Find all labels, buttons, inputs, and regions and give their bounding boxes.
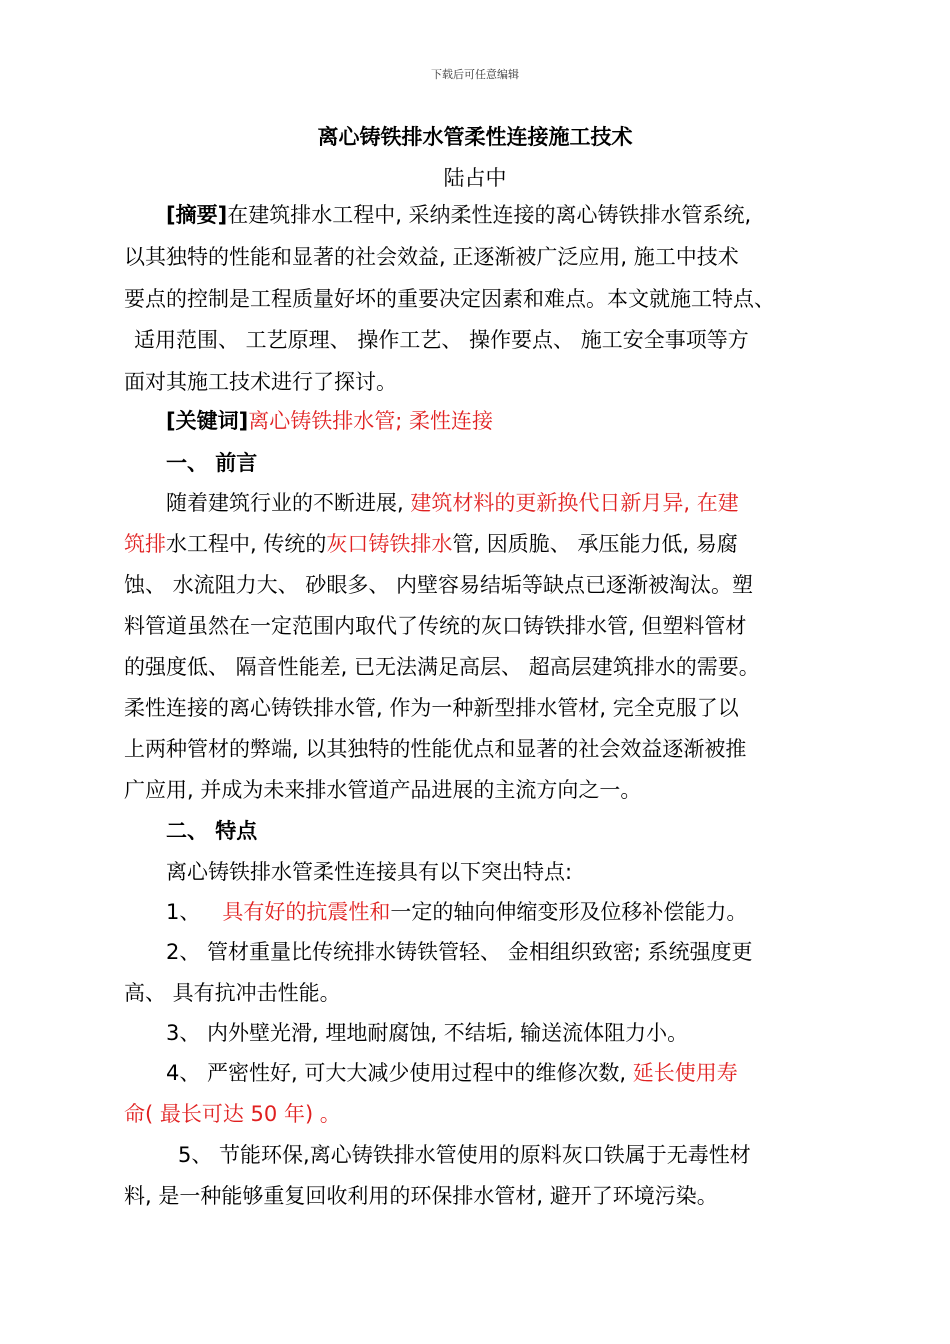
text-run: 水工程中, 传统的 [166, 532, 327, 556]
feature-item-4-line-1 [166, 1058, 738, 1088]
text-run: 4、 严密性好, 可大大减少使用过程中的维修次数, [166, 1061, 633, 1085]
feature-item-1 [166, 897, 747, 927]
author-name: 陆占中 [443, 166, 507, 190]
feature-item-2-line-2: 高、 具有抗冲击性能。 [124, 981, 341, 1005]
item-number: 1、 [166, 900, 201, 924]
section1-line-7: 上两种管材的弊端, 以其独特的性能优点和显著的社会效益逐渐被推 [124, 737, 747, 761]
section1-line-5: 的强度低、 隔音性能差, 已无法满足高层、 超高层建筑排水的需要。 [124, 655, 760, 679]
section1-line-6: 柔性连接的离心铸铁排水管, 作为一种新型排水管材, 完全克服了以 [124, 696, 739, 720]
abstract-line-3: 要点的控制是工程质量好坏的重要决定因素和难点。本文就施工特点、 [124, 287, 775, 311]
section1-line-8: 广应用, 并成为未来排水管道产品进展的主流方向之一。 [124, 778, 642, 802]
section1-line-3: 蚀、 水流阻力大、 砂眼多、 内壁容易结垢等缺点已逐渐被淘汰。塑 [124, 573, 754, 597]
highlight-run: 建筑材料的更新换代日新月异, 在建 [410, 491, 739, 515]
keywords-label: [关键词] [166, 409, 249, 433]
abstract-line-1 [166, 200, 751, 230]
highlight-run: 具有好的抗震性和 [222, 900, 391, 924]
highlight-run: 筑排 [124, 532, 166, 556]
highlight-run: 灰口铸铁排水 [326, 532, 453, 556]
document-title: 离心铸铁排水管柔性连接施工技术 [317, 125, 633, 149]
text-run: 随着建筑行业的不断进展, [166, 491, 411, 515]
section1-line-1 [166, 488, 739, 518]
keywords-value: 离心铸铁排水管; 柔性连接 [248, 409, 493, 433]
section-heading-1: 一、 前言 [166, 451, 258, 475]
page-header: 下载后可任意编辑 [431, 68, 519, 81]
abstract-text: 在建筑排水工程中, 采纳柔性连接的离心铸铁排水管系统, [227, 203, 752, 227]
text-run: 管, 因质脆、 承压能力低, 易腐 [452, 532, 738, 556]
abstract-line-4: 适用范围、 工艺原理、 操作工艺、 操作要点、 施工安全事项等方 [134, 328, 749, 352]
section-heading-2: 二、 特点 [166, 819, 258, 843]
section1-line-2 [124, 529, 738, 559]
feature-item-5-line-2: 料, 是一种能够重复回收利用的环保排水管材, 避开了环境污染。 [124, 1184, 718, 1208]
feature-item-2-line-1: 2、 管材重量比传统排水铸铁管轻、 金相组织致密; 系统强度更 [166, 940, 753, 964]
section1-line-4: 料管道虽然在一定范围内取代了传统的灰口铸铁排水管, 但塑料管材 [124, 614, 747, 638]
text-run: 一定的轴向伸缩变形及位移补偿能力。 [390, 900, 748, 924]
section2-intro: 离心铸铁排水管柔性连接具有以下突出特点: [166, 860, 573, 884]
feature-item-4-line-2: 命( 最长可达 50 年) 。 [124, 1102, 341, 1126]
abstract-line-2: 以其独特的性能和显著的社会效益, 正逐渐被广泛应用, 施工中技术 [124, 245, 739, 269]
feature-item-3: 3、 内外壁光滑, 埋地耐腐蚀, 不结垢, 输送流体阻力小。 [166, 1021, 689, 1045]
abstract-label: [摘要] [166, 203, 228, 227]
feature-item-5-line-1: 5、 节能环保,离心铸铁排水管使用的原料灰口铁属于无毒性材 [178, 1143, 751, 1167]
keywords-line [166, 406, 493, 436]
highlight-run: 延长使用寿 [632, 1061, 738, 1085]
abstract-line-5: 面对其施工技术进行了探讨。 [124, 370, 397, 394]
